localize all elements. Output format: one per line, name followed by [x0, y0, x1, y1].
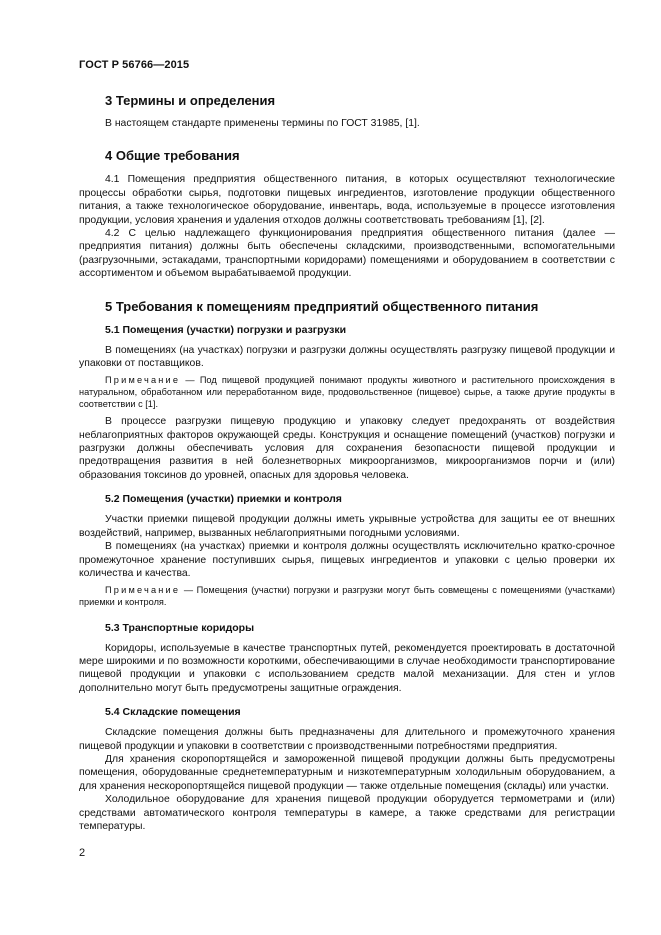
note-label: Примечание: [105, 585, 181, 596]
document-code-header: ГОСТ Р 56766—2015: [79, 59, 190, 71]
note-label: Примечание: [105, 375, 181, 386]
section-5-1-paragraph-1: В помещениях (на участках) погрузки и разгрузки должны осуществлять разгрузку пищевой продукции и упаковки от поставщиков.: [79, 344, 615, 370]
note-text: — Под пищевой продукцией понимают продукты животного и растительного происхождения в натуральном, обработанном или переработанном виде, продовольственное (пищевое) сырье, а также другие продукты в соответствии с [1].: [79, 375, 615, 409]
section-4-2-paragraph: 4.2 С целью надлежащего функционирования предприятия общественного питания (далее — предприятия питания) должны быть обеспечены складскими, производственными, вспомогательными (разгрузочными, эстакадами, транспортными коридорами) помещениями и оборудованием в соответствии с ассортиментом и объемом вырабатываемой продукции.: [79, 228, 615, 280]
page-content: [79, 90, 615, 833]
section-5-3-paragraph: Коридоры, используемые в качестве транспортных путей, рекомендуется проектировать в достаточной мере широкими и по возможности короткими, обеспечивающими в случае необходимости транспортирование пищевой продукции и упаковки с использованием средств малой механизации. Для стен и углов дополнительно могут быть предусмотрены защитные ограждения.: [79, 642, 615, 694]
section-5-4-paragraph-1: Складские помещения должны быть предназначены для длительного и промежуточного хранения пищевой продукции и упаковки в соответствии с производственными потребностями предприятия.: [79, 727, 615, 752]
section-5-4-paragraph-2: Для хранения скоропортящейся и замороженной пищевой продукции должны быть предусмотрены помещения, оборудованные среднетемпературным и низкотемпературным холодильным оборудованием, а для хранения нескоропортящейся пищевой продукции — также отдельные помещения (склады) или участки.: [79, 753, 615, 792]
section-5-4-paragraph-3: Холодильное оборудование для хранения пищевой продукции оборудуется термометрами и (или) средствами автоматического контроля температуры в камере, а также средствами для регистрации температуры.: [79, 794, 615, 832]
section-5-2-paragraph-2: В помещениях (на участках) приемки и контроля должны осуществлять исключительно кратко-срочное промежуточное хранение поступивших сырья, пищевых ингредиентов и упаковки с целью проверки их количества и качества.: [79, 541, 615, 579]
section-5-1-title: 5.1 Помещения (участки) погрузки и разгрузки: [105, 323, 347, 336]
note-text: — Помещения (участки) погрузки и разгрузки могут быть совмещены с помещениями (участками) приемки и контроля.: [79, 585, 615, 607]
section-4-title: 4 Общие требования: [105, 148, 240, 164]
section-5-2-note: [79, 585, 615, 608]
section-3-paragraph: В настоящем стандарте применены термины по ГОСТ 31985, [1].: [105, 118, 420, 129]
section-5-title: 5 Требования к помещениям предприятий общественного питания: [105, 298, 539, 314]
page-number: 2: [79, 847, 86, 859]
section-5-4-title: 5.4 Складские помещения: [105, 706, 241, 719]
section-5-3-title: 5.3 Транспортные коридоры: [105, 621, 255, 634]
section-3-title: 3 Термины и определения: [105, 93, 276, 108]
section-5-1-paragraph-2: В процессе разгрузки пищевую продукцию и упаковку следует предохранять от воздействия неблагоприятных факторов окружающей среды. Конструкция и оснащение помещений (участков) погрузки и разгрузки должны обеспечивать условия для сохранения безопасности пищевой продукции и предотвращения развития в ней болезнетворных микроорганизмов, микроорганизмов порчи и (или) образования токсинов до уровней, опасных для здоровья человека.: [79, 416, 615, 481]
section-4-1-paragraph: 4.1 Помещения предприятия общественного питания, в которых осуществляют технологические процессы обработки сырья, подготовки пищевых ингредиентов, изготовление продукции общественного питания, а также технологическое оборудование, инвентарь, вода, используемые в процессе изготовления продукции, условия хранения и удаления отходов должны соответствовать требованиям [1], [2].: [79, 174, 615, 226]
section-5-1-note: [79, 375, 615, 410]
section-5-2-paragraph-1: Участки приемки пищевой продукции должны иметь укрывные устройства для защиты ее от внешних воздействий, например, вызванных неблагоприятными погодными условиями.: [79, 514, 615, 539]
section-5-2-title: 5.2 Помещения (участки) приемки и контроля: [105, 493, 342, 506]
